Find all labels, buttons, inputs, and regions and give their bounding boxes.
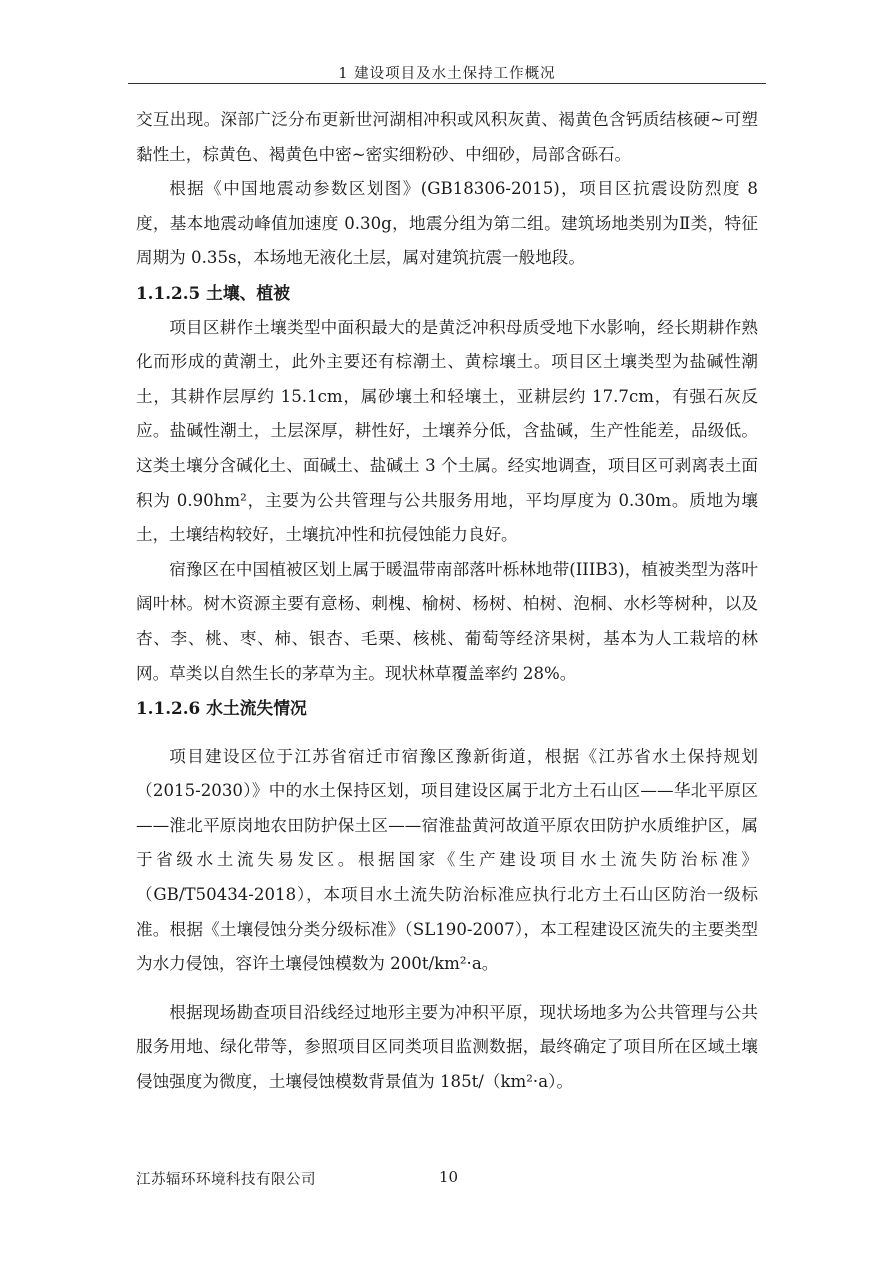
paragraph-vegetation: 宿豫区在中国植被区划上属于暖温带南部落叶栎林地带(IIIB3)，植被类型为落叶阔叶林。树木资源主要有意杨、刺槐、榆树、杨树、柏树、泡桐、水杉等树种，以及杏、李、桃、枣、柿、银杏、毛栗、核桃、葡萄等经济果树，基本为人工栽培的林网。草类以自然生长的茅草为主。现状林草覆盖率约 28%。 — [136, 559, 758, 683]
footer-company-name: 江苏辐环环境科技有限公司 — [136, 1172, 316, 1188]
page-header: 1 建设项目及水土保持工作概况 — [338, 66, 556, 82]
section-heading-soil-erosion: 1.1.2.6 水土流失情况 — [136, 698, 307, 719]
section-heading-soil-vegetation: 1.1.2.5 土壤、植被 — [136, 282, 290, 303]
paragraph-geology-continued: 交互出现。深部广泛分布更新世河湖相冲积或风积灰黄、褐黄色含钙质结核硬~可塑黏性土，棕黄色、褐黄色中密~密实细粉砂、中细砂，局部含砾石。 — [136, 110, 758, 164]
header-divider — [128, 83, 766, 84]
paragraph-soil: 项目区耕作土壤类型中面积最大的是黄泛冲积母质受地下水影响，经长期耕作熟化而形成的黄潮土，此外主要还有棕潮土、黄棕壤土。项目区土壤类型为盐碱性潮土，其耕作层厚约 15.1cm，属砂壤土和轻壤土，亚耕层约 17.7cm，有强石灰反应。盐碱性潮土，土层深厚，耕性好，土壤养分低，含盐碱，生产性能差，品级低。这类土壤分含碱化土、面碱土、盐碱土 3 个土属。经实地调查，项目区可剥离表土面积为 0.90hm²，主要为公共管理与公共服务用地，平均厚度为 0.30m。质地为壤土，土壤结构较好，土壤抗冲性和抗侵蚀能力良好。 — [136, 317, 758, 545]
paragraph-erosion-background: 根据现场勘查项目沿线经过地形主要为冲积平原，现状场地多为公共管理与公共服务用地、绿化带等，参照项目区同类项目监测数据，最终确定了项目所在区域土壤侵蚀强度为微度，土壤侵蚀模数背景值为 185t/（km²·a）。 — [136, 1002, 758, 1092]
paragraph-seismic: 根据《中国地震动参数区划图》(GB18306-2015)，项目区抗震设防烈度 8 度，基本地震动峰值加速度 0.30g，地震分组为第二组。建筑场地类别为Ⅱ类，特征周期为 0.35s，本场地无液化土层，属对建筑抗震一般地段。 — [136, 179, 758, 268]
spacer — [136, 982, 758, 996]
page-body — [136, 103, 758, 1100]
page-number: 10 — [439, 1168, 459, 1186]
spacer — [136, 726, 758, 740]
paragraph-erosion-zoning: 项目建设区位于江苏省宿迁市宿豫区豫新街道，根据《江苏省水土保持规划（2015-2030）》中的水土保持区划，项目建设区属于北方土石山区——华北平原区——淮北平原岗地农田防护保土区——宿淮盐黄河故道平原农田防护水质维护区，属于省级水土流失易发区。根据国家《生产建设项目水土流失防治标准》（GB/T50434-2018），本项目水土流失防治标准应执行北方土石山区防治一级标准。根据《土壤侵蚀分类分级标准》（SL190-2007），本工程建设区流失的主要类型为水力侵蚀，容许土壤侵蚀模数为 200t/km²·a。 — [136, 746, 758, 974]
